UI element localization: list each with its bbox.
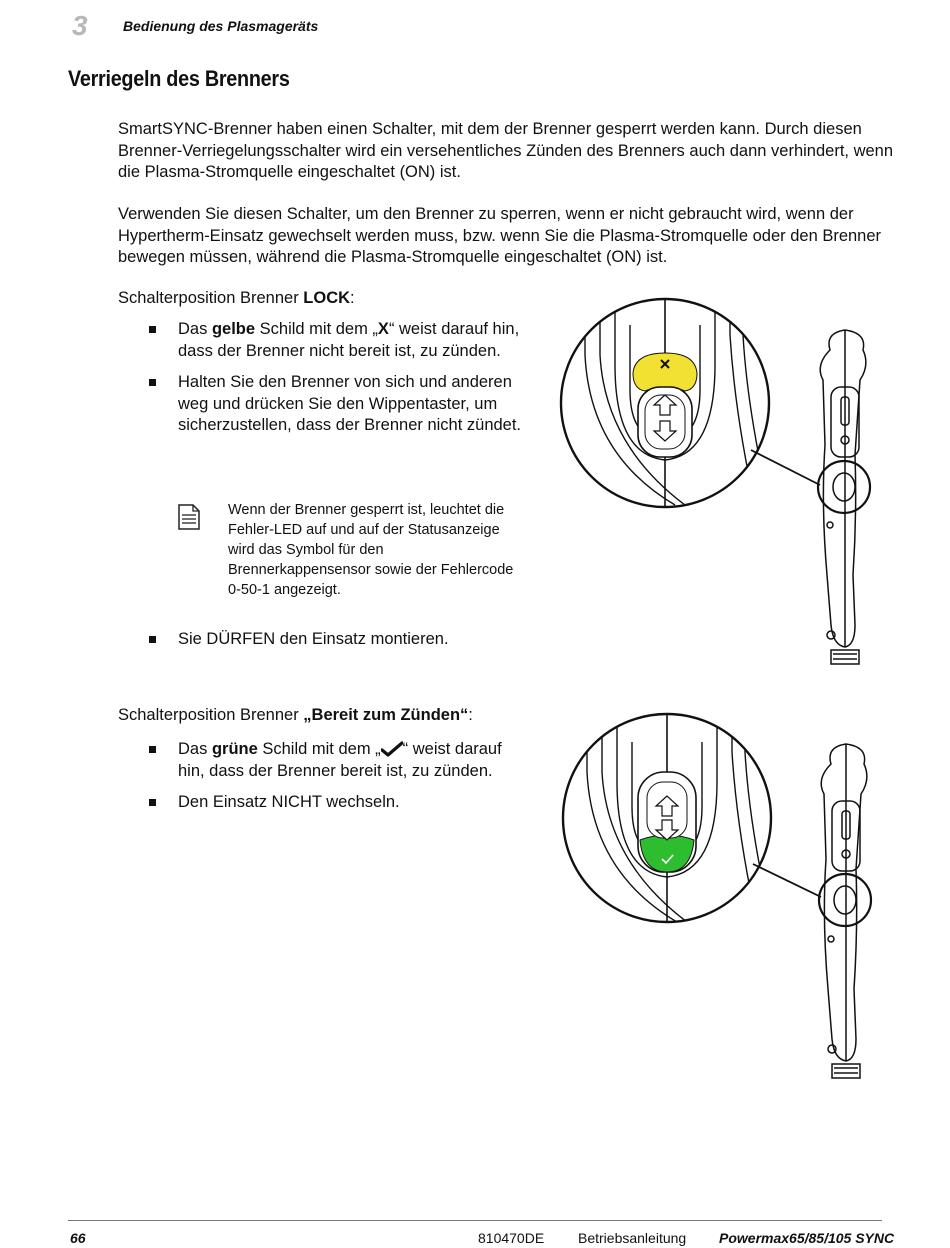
lock-bullet-yellow-sign: Das gelbe Schild mit dem „X“ weist darauf hin, dass der Brenner nicht bereit ist, zu zünden.	[148, 319, 528, 362]
lock-bullet-hold-torch: Halten Sie den Brenner von sich und anderen weg und drücken Sie den Wippentaster, um sicherzustellen, dass der Brenner nicht zündet.	[148, 372, 528, 437]
lock-note	[178, 500, 518, 600]
intro-paragraph: SmartSYNC-Brenner haben einen Schalter, mit dem der Brenner gesperrt werden kann. Durch diesen Brenner-Verriegelungsschalter wird ein versehentliches Zünden des Brenners auch dann verhindert, wenn die Plasma-Stromquelle eingeschaltet (ON) ist.	[118, 120, 894, 181]
footer-divider	[68, 1220, 882, 1221]
lock-bullet-list	[148, 319, 528, 447]
yellow-lock-sign	[633, 353, 697, 391]
lock-bullet-consumable: Sie DÜRFEN den Einsatz montieren.	[148, 629, 528, 651]
chapter-title: Bedienung des Plasmageräts	[123, 18, 319, 34]
doc-number: 810470DE	[478, 1230, 545, 1246]
ready-bullet-list	[148, 739, 528, 824]
note-text: Wenn der Brenner gesperrt ist, leuchtet die Fehler-LED auf und auf der Statusanzeige wird das Symbol für den Brennerkappensensor sowie der Fehlercode 0-50-1 angezeigt.	[228, 502, 514, 598]
product-name: Powermax65/85/105 SYNC	[719, 1230, 895, 1246]
section-title: Verriegeln des Brenners	[68, 66, 290, 91]
ready-heading: Schalterposition Brenner „Bereit zum Zünden“:	[118, 706, 473, 724]
usage-paragraph: Verwenden Sie diesen Schalter, um den Brenner zu sperren, wenn er nicht gebraucht wird, wenn der Hypertherm-Einsatz gewechselt werden muss, bzw. wenn Sie die Plasma-Stromquelle oder den Brenner bewegen müssen, während die Plasma-Stromquelle eingeschaltet (ON) ist.	[118, 205, 882, 266]
lock-bullet-list-2	[148, 629, 528, 661]
torch-ready-illustration	[555, 712, 885, 1092]
checkmark-icon	[381, 741, 403, 757]
page-number: 66	[70, 1230, 86, 1246]
doc-type: Betriebsanleitung	[578, 1230, 687, 1246]
note-icon	[178, 504, 200, 530]
ready-bullet-green-sign: Das grüne Schild mit dem „ “ weist darauf hin, dass der Brenner bereit ist, zu zünden.	[148, 739, 528, 782]
chapter-number: 3	[72, 10, 88, 41]
lock-heading: Schalterposition Brenner LOCK:	[118, 289, 355, 307]
torch-lock-illustration	[555, 295, 885, 675]
ready-bullet-no-change: Den Einsatz NICHT wechseln.	[148, 792, 528, 814]
